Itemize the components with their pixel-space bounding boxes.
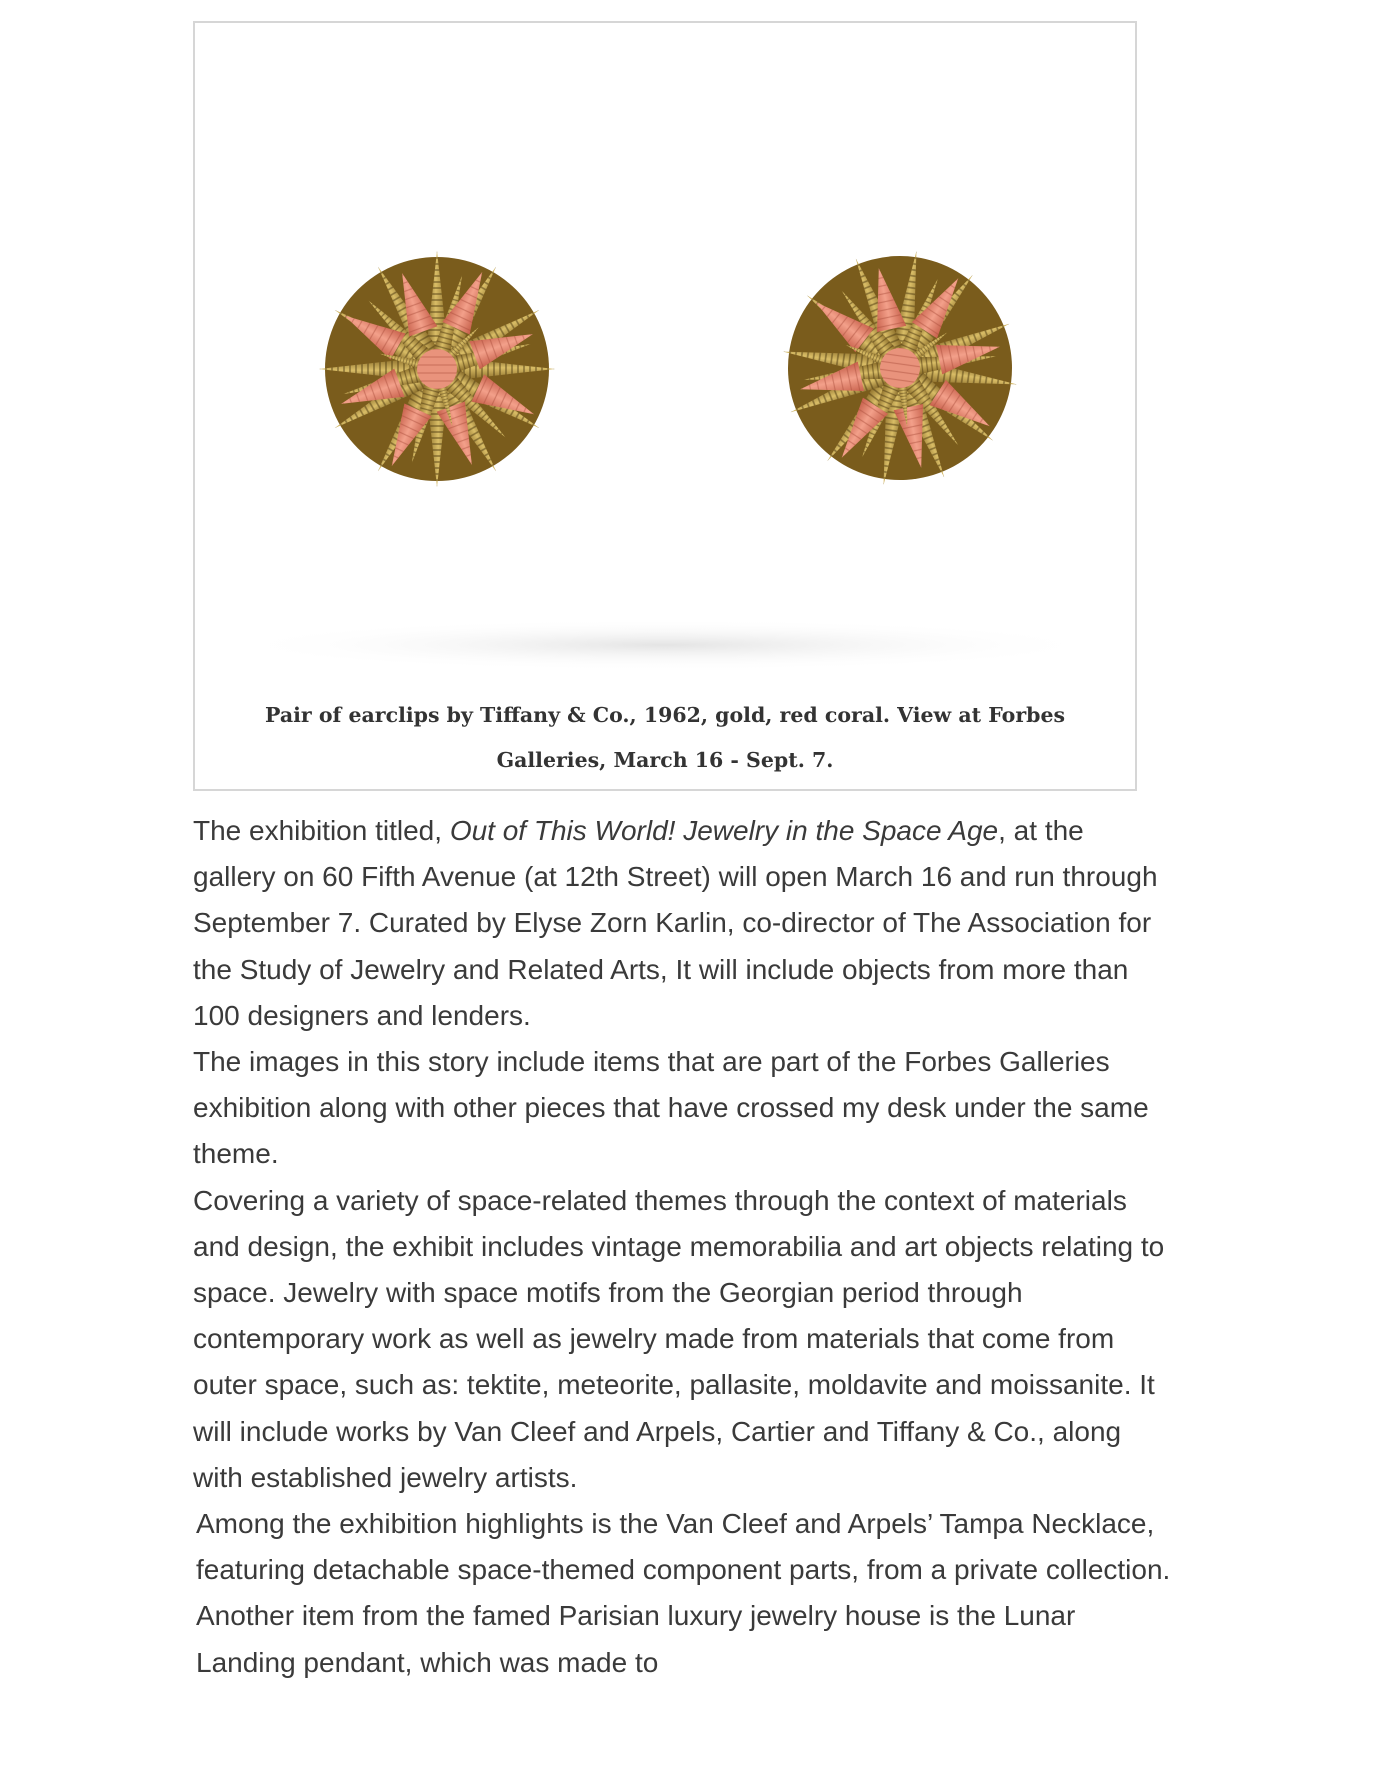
paragraph-1 xyxy=(193,808,1173,1039)
paragraph-1-rest: , at the gallery on 60 Fifth Avenue (at 12th Street) will open March 16 and run through September 7. Curated by Elyse Zorn Karlin, co-director of The Association for the Study of Jewelry and Related Arts, It will include objects from more than 100 designers and lenders. xyxy=(193,815,1158,1031)
paragraph-2: The images in this story include items that are part of the Forbes Galleries exhibition along with other pieces that have crossed my desk under the same theme. xyxy=(193,1046,1149,1170)
paragraph-1-intro: The exhibition titled, xyxy=(193,815,450,846)
figure xyxy=(193,21,1137,791)
earclips-photo xyxy=(205,33,1125,673)
figure-caption: Pair of earclips by Tiffany & Co., 1962, gold, red coral. View at Forbes Galleries, March 16 - Sept. 7. xyxy=(264,703,1066,772)
paragraph-3: Covering a variety of space-related themes through the context of materials and design, the exhibit includes vintage memorabilia and art objects relating to space. Jewelry with space motifs from the Georgian period through contemporary work as well as jewelry made from materials that come from outer space, such as: tektite, meteorite, pallasite, moldavite and moissanite. It will include works by Van Cleef and Arpels, Cartier and Tiffany & Co., along with established jewelry artists. xyxy=(193,1184,1165,1493)
paragraph-4: Among the exhibition highlights is the Van Cleef and Arpels’ Tampa Necklace, featuring detachable space-themed component parts, from a private collection. Another item from the famed Parisian luxury jewelry house is the Lunar Landing pendant, which was made to xyxy=(196,1508,1171,1678)
article-body xyxy=(193,808,1173,1686)
exhibition-title: Out of This World! Jewelry in the Space Age xyxy=(449,815,999,846)
